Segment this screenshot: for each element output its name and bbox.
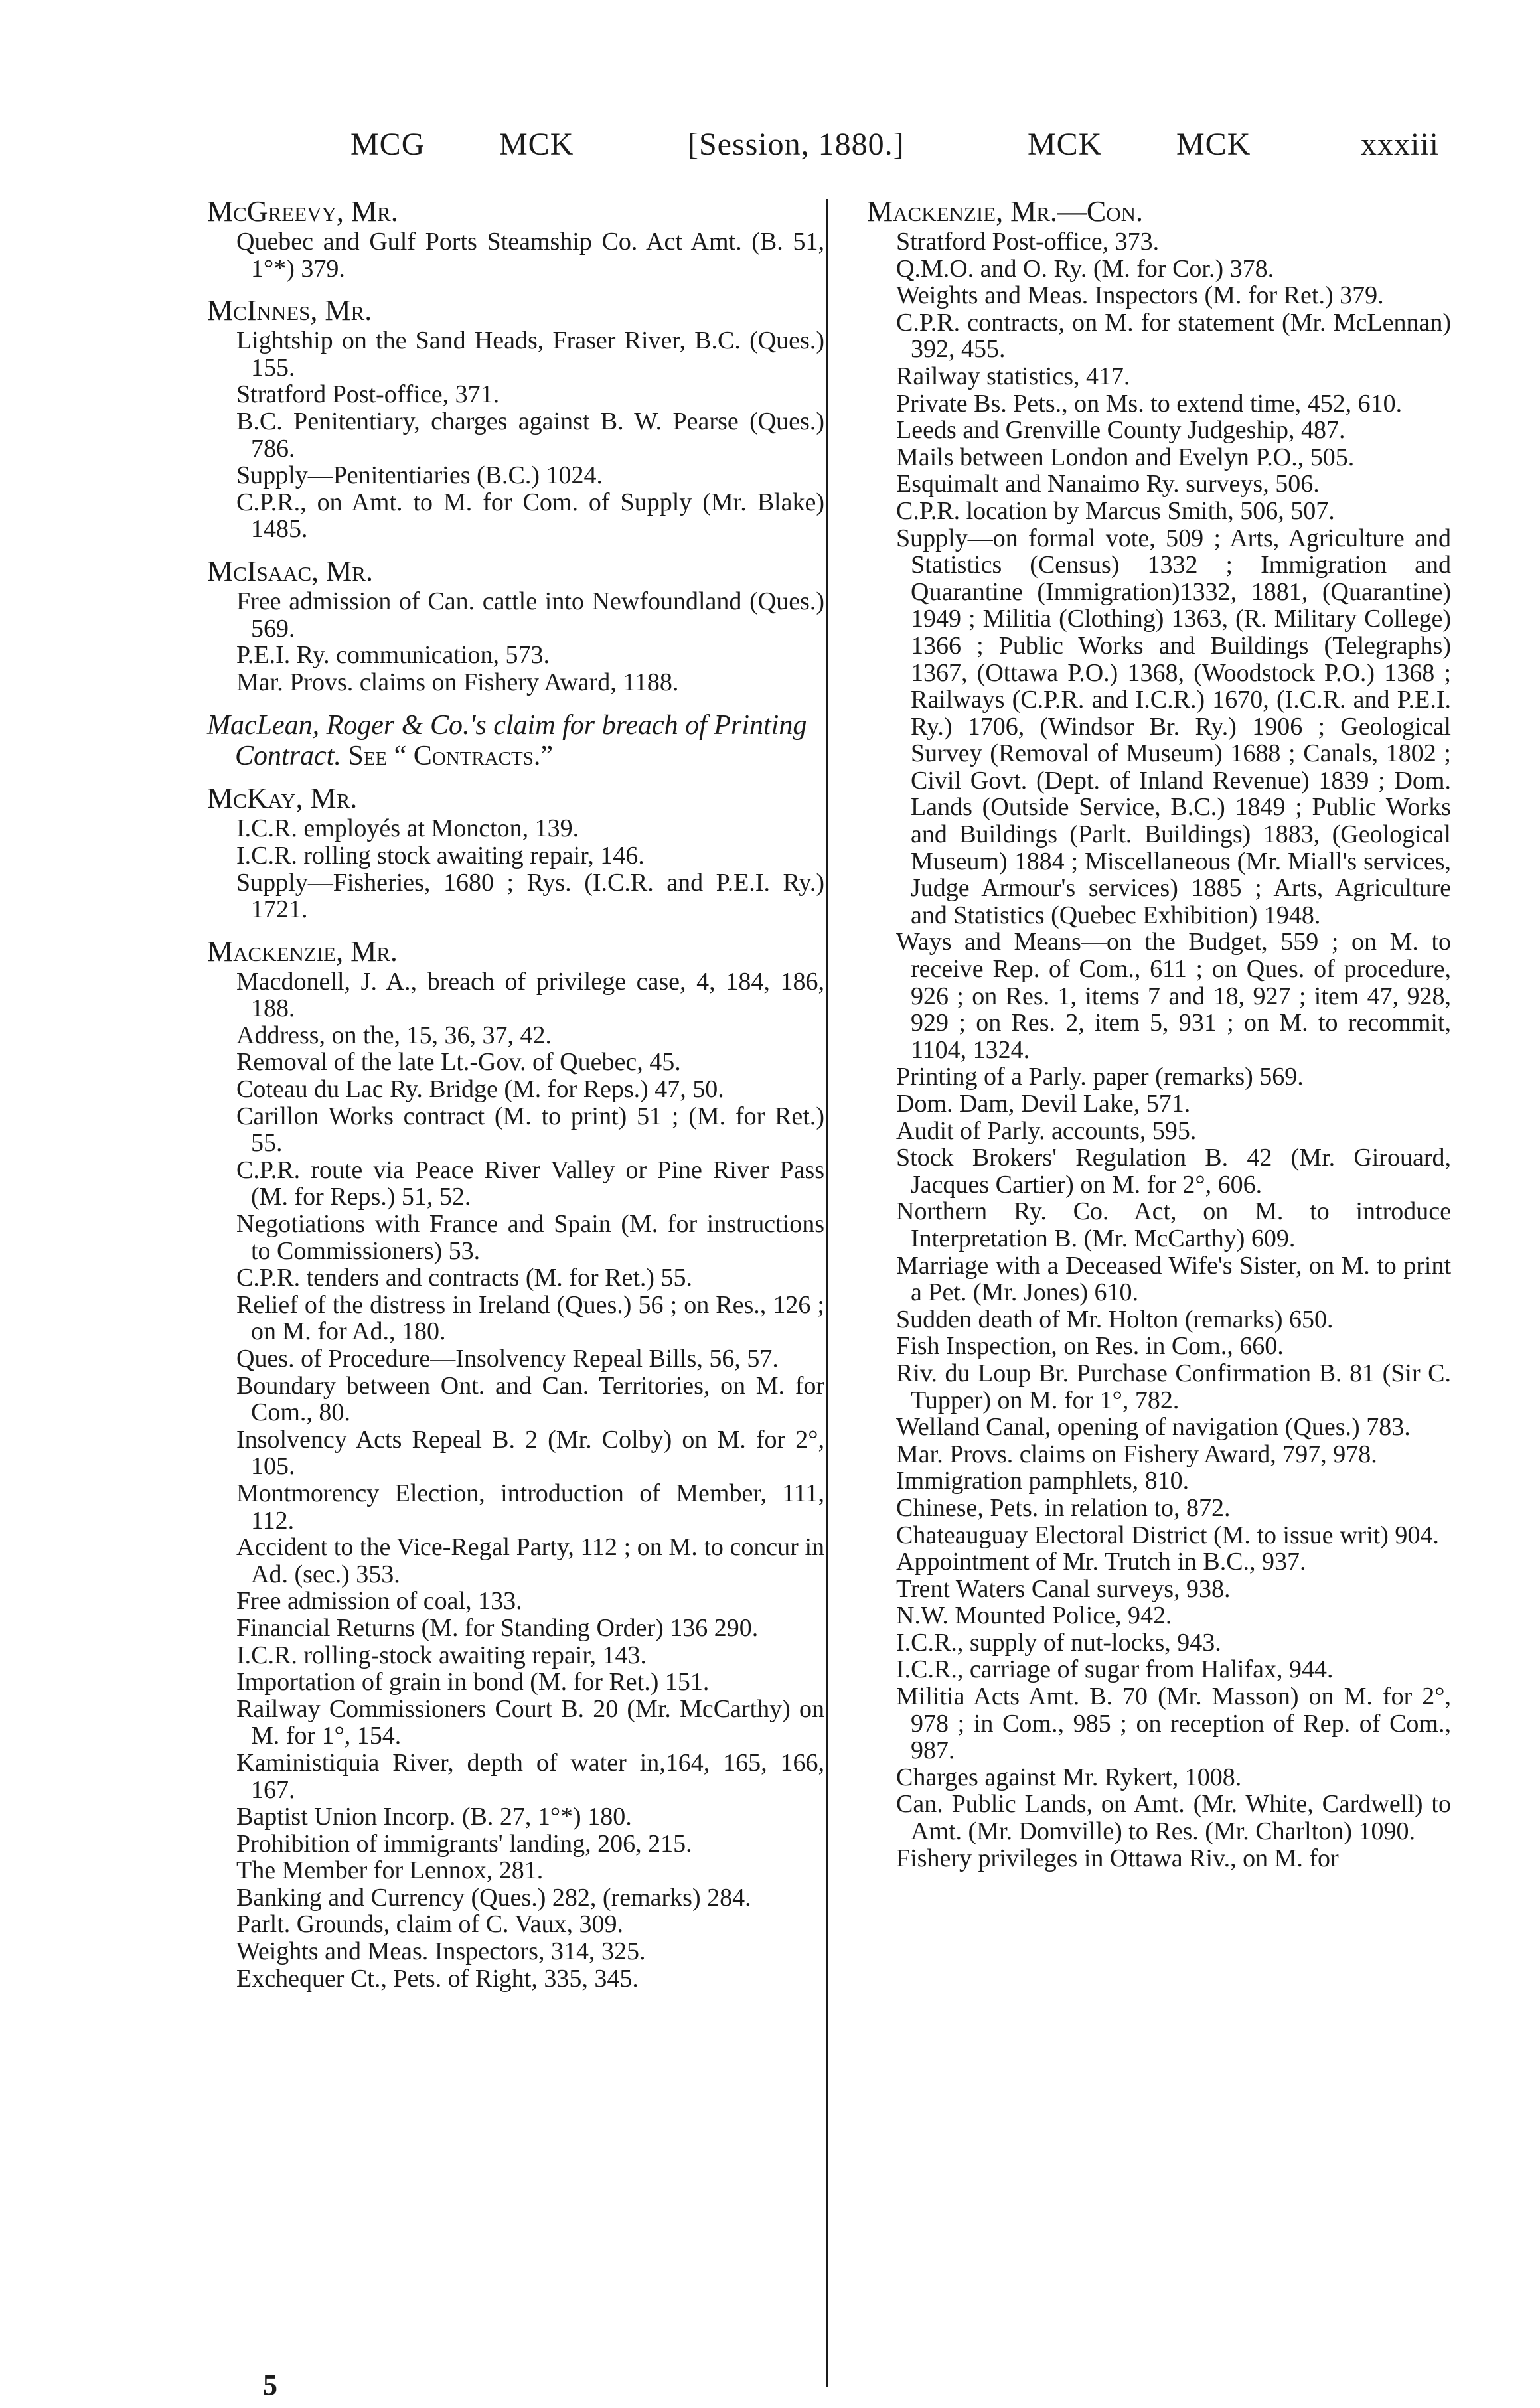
index-entry: Ques. of Procedure—Insolvency Repeal Bills, 56, 57. bbox=[236, 1345, 779, 1373]
index-entry: Supply—on formal vote, 509 ; Arts, Agriculture and Statistics (Census) 1332 ; Immigration and Quarantine (Immigration)1332, 1881, (Quarantine) 1949 ; Militia (Clothing) 1363, (R. Military College) 1366 ; Public Works and Buildings (Telegraphs) 1367, (Ottawa P.O.) 1368, (Woodstock P.O.) 1368 ; Railways (C.P.R. and I.C.R.) 1670, (I.C.R. and P.E.I. Ry.) 1706, (Windsor Br. Ry.) 1906 ; Geological Survey (Removal of Museum) 1688 ; Canals, 1802 ; Civil Govt. (Dept. of Inland Revenue) 1839 ; Dom. Lands (Outside Service, B.C.) 1849 ; Public Works and Buildings (Parlt. Buildings) 1883, (Geological Museum) 1884 ; Miscellaneous (Mr. Miall's services, Judge Armour's services) 1885 ; Arts, Agriculture and Statistics (Quebec Exhibition) 1948. bbox=[896, 524, 1451, 929]
index-entry: Macdonell, J. A., breach of privilege case, 4, 184, 186, 188. bbox=[236, 967, 824, 1023]
index-entry: Audit of Parly. accounts, 595. bbox=[896, 1116, 1197, 1145]
index-entry: Private Bs. Pets., on Ms. to extend time, 452, 610. bbox=[896, 389, 1403, 417]
heading-mackenzie: Mackenzie, Mr. bbox=[207, 935, 398, 968]
index-entry: C.P.R. tenders and contracts (M. for Ret.) 55. bbox=[236, 1264, 693, 1292]
heading-mcgreevy: McGreevy, Mr. bbox=[207, 195, 398, 228]
index-entry: Sudden death of Mr. Holton (remarks) 650. bbox=[896, 1305, 1334, 1333]
index-entry: Railway statistics, 417. bbox=[896, 362, 1130, 390]
index-entry: I.C.R., carriage of sugar from Halifax, 944. bbox=[896, 1655, 1334, 1684]
index-entry: Ways and Means—on the Budget, 559 ; on M. to receive Rep. of Com., 611 ; on Ques. of procedure, 926 ; on Res. 1, items 7 and 18, 927 ; item 47, 928, 929 ; on Res. 2, item 5, 931 ; on M. to recommit, 1104, 1324. bbox=[896, 928, 1451, 1064]
index-entry: Weights and Meas. Inspectors (M. for Ret.) 379. bbox=[896, 281, 1384, 310]
index-entry: Weights and Meas. Inspectors, 314, 325. bbox=[236, 1937, 646, 1966]
index-entry: C.P.R. contracts, on M. for statement (Mr. McLennan) 392, 455. bbox=[896, 308, 1451, 364]
index-entry: Supply—Penitentiaries (B.C.) 1024. bbox=[236, 461, 603, 490]
index-entry: Supply—Fisheries, 1680 ; Rys. (I.C.R. and P.E.I. Ry.) 1721. bbox=[236, 868, 824, 924]
heading-mckay: McKay, Mr. bbox=[207, 782, 358, 815]
heading-mcisaac: McIsaac, Mr. bbox=[207, 554, 373, 587]
index-entry: Insolvency Acts Repeal B. 2 (Mr. Colby) on M. for 2°, 105. bbox=[236, 1425, 824, 1481]
index-entry: Dom. Dam, Devil Lake, 571. bbox=[896, 1090, 1191, 1118]
index-entry: I.C.R., supply of nut-locks, 943. bbox=[896, 1628, 1221, 1657]
index-entry: Stratford Post-office, 371. bbox=[236, 380, 500, 409]
left-column bbox=[207, 196, 824, 1992]
index-entry: I.C.R. rolling-stock awaiting repair, 143. bbox=[236, 1641, 647, 1669]
index-entry: Fish Inspection, on Res. in Com., 660. bbox=[896, 1332, 1284, 1361]
header-session: [Session, 1880.] bbox=[688, 127, 905, 162]
header-third-key: MCK bbox=[1028, 127, 1103, 162]
index-entry: Importation of grain in bond (M. for Ret.) 151. bbox=[236, 1668, 710, 1696]
index-entry: Marriage with a Deceased Wife's Sister, on M. to print a Pet. (Mr. Jones) 610. bbox=[896, 1251, 1451, 1307]
index-entry: Printing of a Parly. paper (remarks) 569. bbox=[896, 1063, 1304, 1091]
index-entry: Carillon Works contract (M. to print) 51 ; (M. for Ret.) 55. bbox=[236, 1102, 824, 1158]
index-entry: Railway Commissioners Court B. 20 (Mr. McCarthy) on M. for 1°, 154. bbox=[236, 1694, 824, 1750]
index-entry: Coteau du Lac Ry. Bridge (M. for Reps.) 47, 50. bbox=[236, 1075, 724, 1104]
cross-reference-see: See bbox=[348, 741, 388, 772]
index-entry: Q.M.O. and O. Ry. (M. for Cor.) 378. bbox=[896, 254, 1274, 283]
index-entry: Quebec and Gulf Ports Steamship Co. Act Amt. (B. 51, 1°*) 379. bbox=[236, 228, 824, 283]
heading-mcinnes: McInnes, Mr. bbox=[207, 294, 372, 327]
cross-reference-target: “ Contracts.” bbox=[394, 741, 554, 772]
index-entry: Trent Waters Canal surveys, 938. bbox=[896, 1574, 1231, 1603]
index-entry: Prohibition of immigrants' landing, 206, 215. bbox=[236, 1829, 692, 1858]
index-entry: Relief of the distress in Ireland (Ques.) 56 ; on Res., 126 ; on M. for Ad., 180. bbox=[236, 1290, 824, 1346]
index-entry: Boundary between Ont. and Can. Territories, on M. for Com., 80. bbox=[236, 1371, 824, 1427]
index-entry: Welland Canal, opening of navigation (Ques.) 783. bbox=[896, 1413, 1411, 1442]
index-entry: C.P.R. route via Peace River Valley or Pine River Pass (M. for Reps.) 51, 52. bbox=[236, 1156, 824, 1211]
index-entry: Can. Public Lands, on Amt. (Mr. White, Cardwell) to Amt. (Mr. Domville) to Res. (Mr. Charlton) 1090. bbox=[896, 1790, 1451, 1846]
index-entry: Stock Brokers' Regulation B. 42 (Mr. Girouard, Jacques Cartier) on M. for 2°, 606. bbox=[896, 1144, 1451, 1199]
index-entry: Exchequer Ct., Pets. of Right, 335, 345. bbox=[236, 1964, 639, 1993]
index-entry: Mar. Provs. claims on Fishery Award, 1188. bbox=[236, 668, 679, 696]
index-entry: P.E.I. Ry. communication, 573. bbox=[236, 641, 550, 670]
index-entry: Negotiations with France and Spain (M. for instructions to Commissioners) 53. bbox=[236, 1210, 824, 1265]
index-entry: Fishery privileges in Ottawa Riv., on M. for bbox=[896, 1844, 1339, 1872]
index-entry: Mails between London and Evelyn P.O., 505. bbox=[896, 443, 1355, 471]
index-entry: Militia Acts Amt. B. 70 (Mr. Masson) on M. for 2°, 978 ; in Com., 985 ; on reception of Rep. of Com., 987. bbox=[896, 1683, 1451, 1765]
header-first-key: MCG bbox=[350, 127, 425, 162]
index-entry: Free admission of coal, 133. bbox=[236, 1587, 522, 1616]
index-entry: Montmorency Election, introduction of Member, 111, 112. bbox=[236, 1479, 824, 1535]
heading-mackenzie-continued: Mackenzie, Mr.—Con. bbox=[867, 195, 1144, 228]
index-entry: Northern Ry. Co. Act, on M. to introduce Interpretation B. (Mr. McCarthy) 609. bbox=[896, 1197, 1451, 1252]
index-entry: Address, on the, 15, 36, 37, 42. bbox=[236, 1021, 552, 1049]
index-entry: I.C.R. employés at Moncton, 139. bbox=[236, 814, 579, 843]
index-entry: B.C. Penitentiary, charges against B. W. Pearse (Ques.) 786. bbox=[236, 407, 824, 463]
index-entry: C.P.R., on Amt. to M. for Com. of Supply (Mr. Blake) 1485. bbox=[236, 488, 824, 544]
index-entry: Banking and Currency (Ques.) 282, (remarks) 284. bbox=[236, 1883, 751, 1912]
cross-reference bbox=[207, 710, 824, 771]
cross-reference-title: MacLean, Roger & Co.'s claim for breach of Printing Contract. bbox=[207, 710, 807, 772]
index-entry: Free admission of Can. cattle into Newfoundland (Ques.) 569. bbox=[236, 587, 824, 642]
index-entry: The Member for Lennox, 281. bbox=[236, 1856, 544, 1885]
index-entry: Removal of the late Lt.-Gov. of Quebec, 45. bbox=[236, 1048, 681, 1077]
index-entry: C.P.R. location by Marcus Smith, 506, 507. bbox=[896, 496, 1335, 525]
index-entry: Lightship on the Sand Heads, Fraser River, B.C. (Ques.) 155. bbox=[236, 327, 824, 382]
index-entry: Financial Returns (M. for Standing Order) 136 290. bbox=[236, 1614, 759, 1642]
index-entry: I.C.R. rolling stock awaiting repair, 146. bbox=[236, 841, 645, 869]
right-column bbox=[867, 196, 1451, 1872]
index-entry: Stratford Post-office, 373. bbox=[896, 228, 1160, 256]
index-entry: Baptist Union Incorp. (B. 27, 1°*) 180. bbox=[236, 1803, 632, 1831]
index-entry: Parlt. Grounds, claim of C. Vaux, 309. bbox=[236, 1910, 623, 1939]
index-entry: Accident to the Vice-Regal Party, 112 ; on M. to concur in Ad. (sec.) 353. bbox=[236, 1533, 824, 1588]
index-entry: Leeds and Grenville County Judgeship, 487. bbox=[896, 416, 1346, 445]
running-header bbox=[0, 126, 1540, 173]
index-entry: Esquimalt and Nanaimo Ry. surveys, 506. bbox=[896, 470, 1320, 498]
column-divider bbox=[826, 199, 828, 2387]
index-entry: Charges against Mr. Rykert, 1008. bbox=[896, 1763, 1242, 1791]
index-entry: Appointment of Mr. Trutch in B.C., 937. bbox=[896, 1548, 1306, 1576]
index-entry: Chinese, Pets. in relation to, 872. bbox=[896, 1493, 1231, 1522]
index-entry: Immigration pamphlets, 810. bbox=[896, 1467, 1190, 1495]
index-entry: Mar. Provs. claims on Fishery Award, 797, 978. bbox=[896, 1440, 1377, 1468]
index-entry: Chateauguay Electoral District (M. to issue writ) 904. bbox=[896, 1521, 1439, 1549]
header-fourth-key: MCK bbox=[1176, 127, 1251, 162]
index-entry: Kaministiquia River, depth of water in,164, 165, 166, 167. bbox=[236, 1748, 824, 1804]
index-entry: N.W. Mounted Police, 942. bbox=[896, 1602, 1172, 1630]
index-entry: Riv. du Loup Br. Purchase Confirmation B. 81 (Sir C. Tupper) on M. for 1°, 782. bbox=[896, 1359, 1451, 1414]
page-number: xxxiii bbox=[1361, 127, 1440, 162]
header-second-key: MCK bbox=[499, 127, 574, 162]
signature-mark: 5 bbox=[263, 2369, 277, 2401]
